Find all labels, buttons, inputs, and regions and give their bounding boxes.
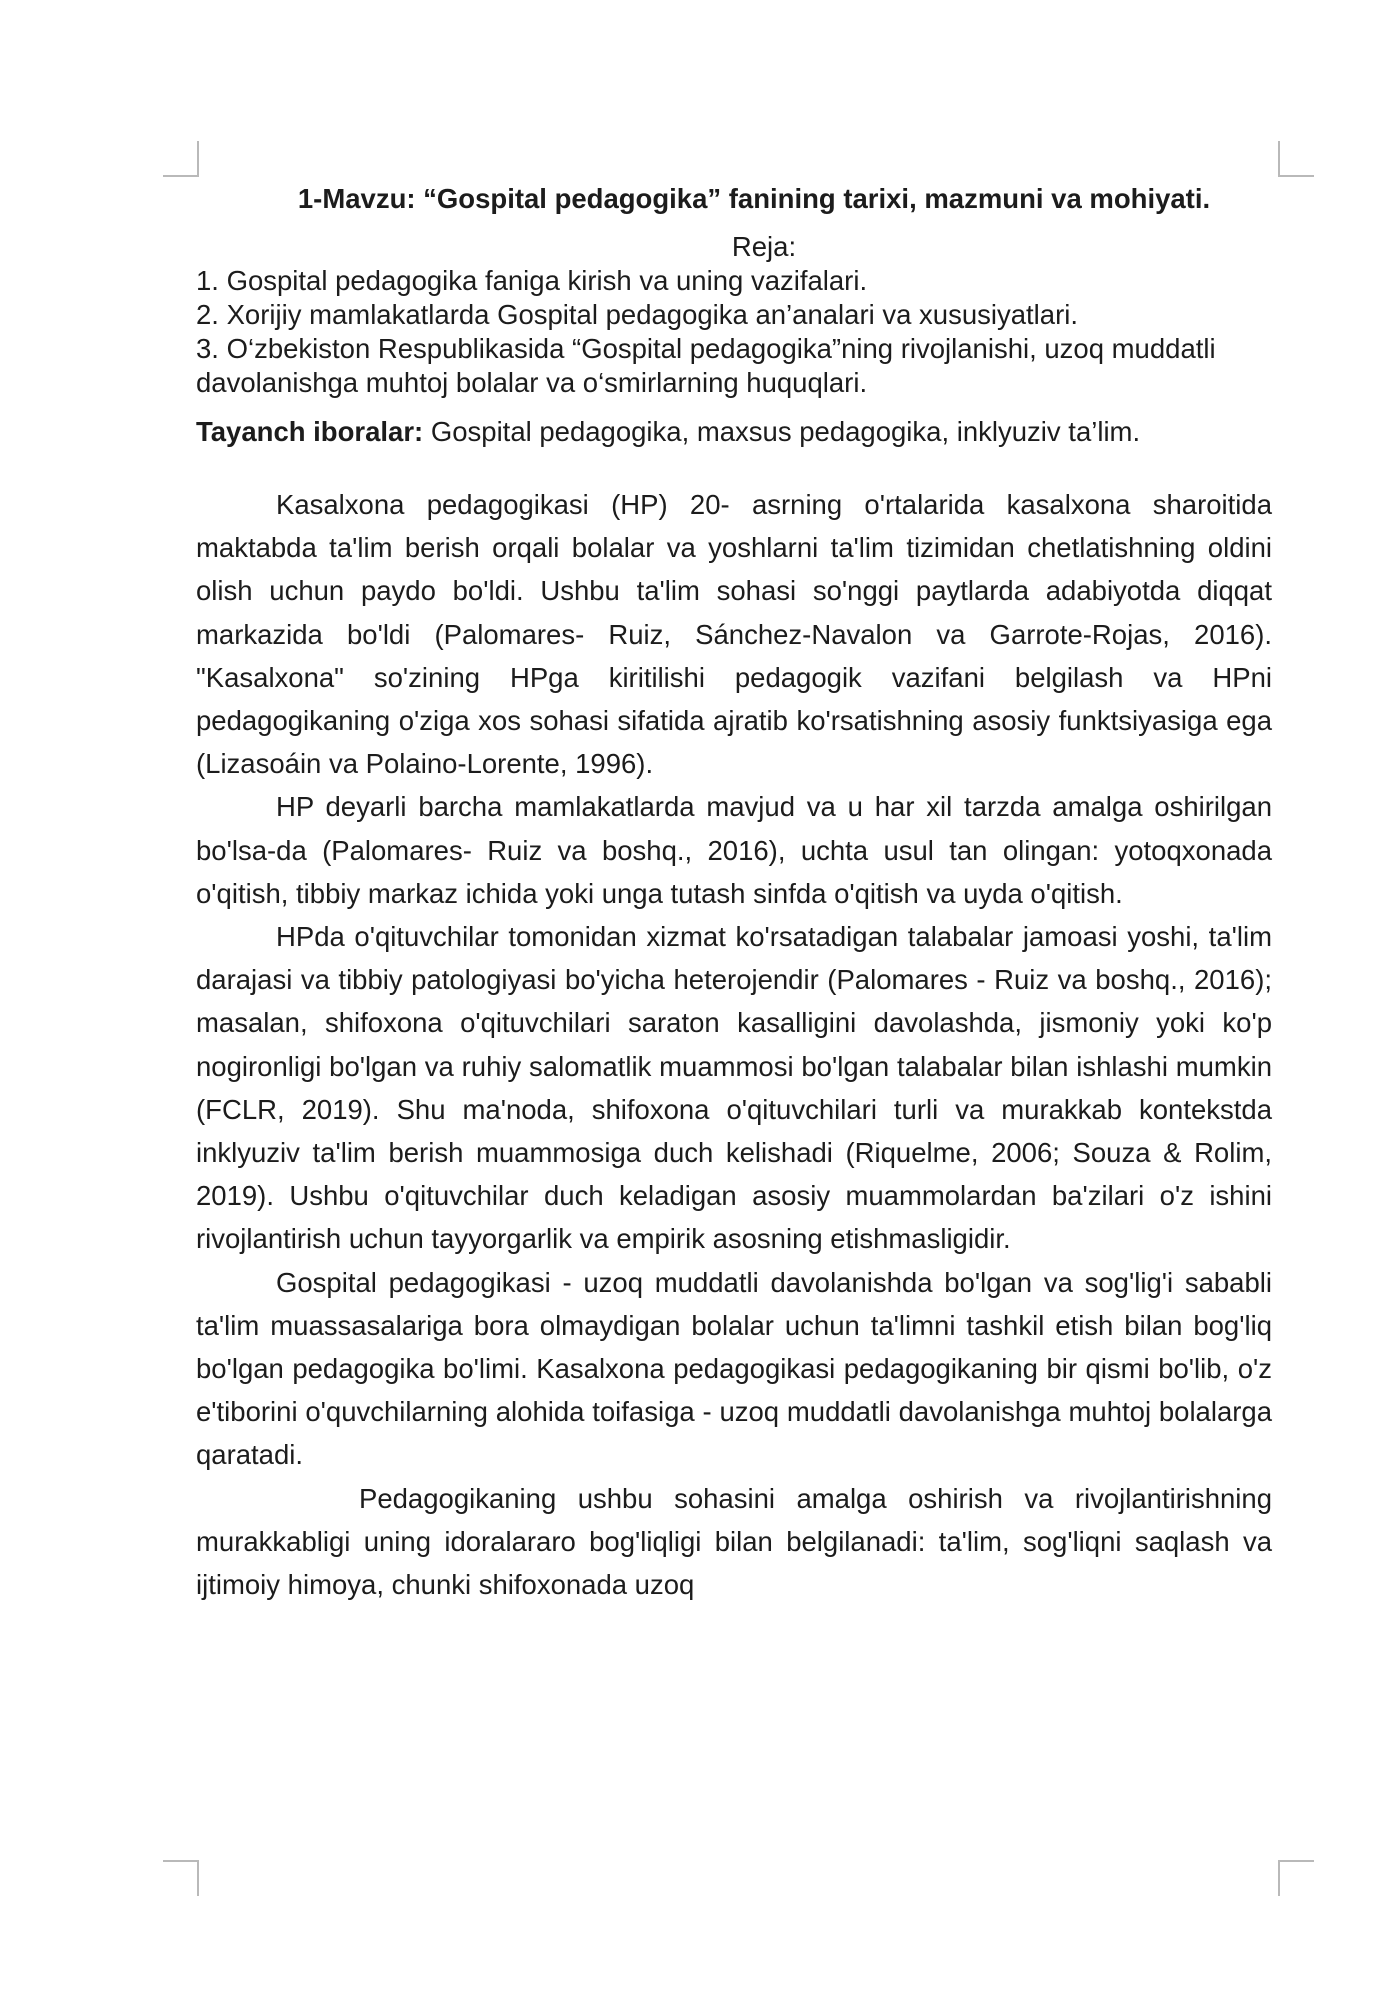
crop-mark-bottom-right [1278,1860,1314,1896]
crop-mark-top-right [1278,141,1314,177]
body-paragraph: Pedagogikaning ushbu sohasini amalga oshirish va rivojlantirishning murakkabligi uning idoralararo bog'liqligi bilan belgilanadi: ta'lim, sog'liqni saqlash va ijtimoiy himoya, chunki shifoxonada uzoq [196,1482,1272,1601]
plan-item: 3. O‘zbekiston Respublikasida “Gospital pedagogika”ning rivojlanishi, uzoq muddatli davolanishga muhtoj bolalar va o‘smirlarning huquqlari. [196,333,1216,398]
document-page [196,178,1272,1606]
plan-item: 1. Gospital pedagogika faniga kirish va uning vazifalari. [196,265,868,296]
plan-item: 2. Xorijiy mamlakatlarda Gospital pedagogika an’analari va xususiyatlari. [196,299,1078,330]
crop-mark-top-left [163,141,199,177]
document-title: 1-Mavzu: “Gospital pedagogika” fanining tarixi, mazmuni va mohiyati. [297,183,1211,214]
keywords-line [196,410,1272,453]
body-paragraph: Kasalxona pedagogikasi (HP) 20- asrning o'rtalarida kasalxona sharoitida maktabda ta'lim berish orqali bolalar va yoshlarni ta'lim tizimidan chetlatishning oldini olish uchun paydo bo'ldi. Ushbu ta'lim sohasi so'nggi paytlarda adabiyotda diqqat markazida bo'ldi (Palomares- Ruiz, Sánchez-Navalon va Garrote-Rojas, 2016). "Kasalxona" so'zining HPga kiritilishi pedagogik vazifani belgilash va HPni pedagogikaning o'ziga xos sohasi sifatida ajratib ko'rsatishning asosiy funktsiyasiga ega (Lizasoáin va Polaino-Lorente, 1996). [196,489,1272,780]
crop-mark-bottom-left [163,1860,199,1896]
body-paragraph: HP deyarli barcha mamlakatlarda mavjud va u har xil tarzda amalga oshirilgan bo'lsa-da (Palomares- Ruiz va boshq., 2016), uchta usul tan olingan: yotoqxonada o'qitish, tibbiy markaz ichida yoki unga tutash sinfda o'qitish va uyda o'qitish. [196,791,1272,909]
plan-heading: Reja: [731,231,797,262]
body-paragraph: Gospital pedagogikasi - uzoq muddatli davolanishda bo'lgan va sog'lig'i sababli ta'lim muassasalariga bora olmaydigan bolalar uchun ta'limni tashkil etish bilan bog'liq bo'lgan pedagogika bo'limi. Kasalxona pedagogikasi pedagogikaning bir qismi bo'lib, o'z e'tiborini o'quvchilarning alohida toifasiga - uzoq muddatli davolanishga muhtoj bolalarga qaratadi. [196,1266,1272,1471]
keywords-label: Tayanch iboralar: [196,416,424,447]
plan-section [196,230,1272,400]
keywords-text: Gospital pedagogika, maxsus pedagogika, inklyuziv ta’lim. [423,416,1141,447]
body-paragraph: HPda o'qituvchilar tomonidan xizmat ko'rsatadigan talabalar jamoasi yoshi, ta'lim darajasi va tibbiy patologiyasi bo'yicha heterojendir (Palomares - Ruiz va boshq., 2016); masalan, shifoxona o'qituvchilari saraton kasalligini davolashda, jismoniy yoki ko'p nogironligi bo'lgan va ruhiy salomatlik muammosi bo'lgan talabalar bilan ishlashi mumkin (FCLR, 2019). Shu ma'noda, shifoxona o'qituvchilari turli va murakkab kontekstda inklyuziv ta'lim berish muammosiga duch kelishadi (Riquelme, 2006; Souza & Rolim, 2019). Ushbu o'qituvchilar duch keladigan asosiy muammolardan ba'zilari o'z ishini rivojlantirish uchun tayyorgarlik va empirik asosning etishmasligidir. [196,921,1272,1255]
